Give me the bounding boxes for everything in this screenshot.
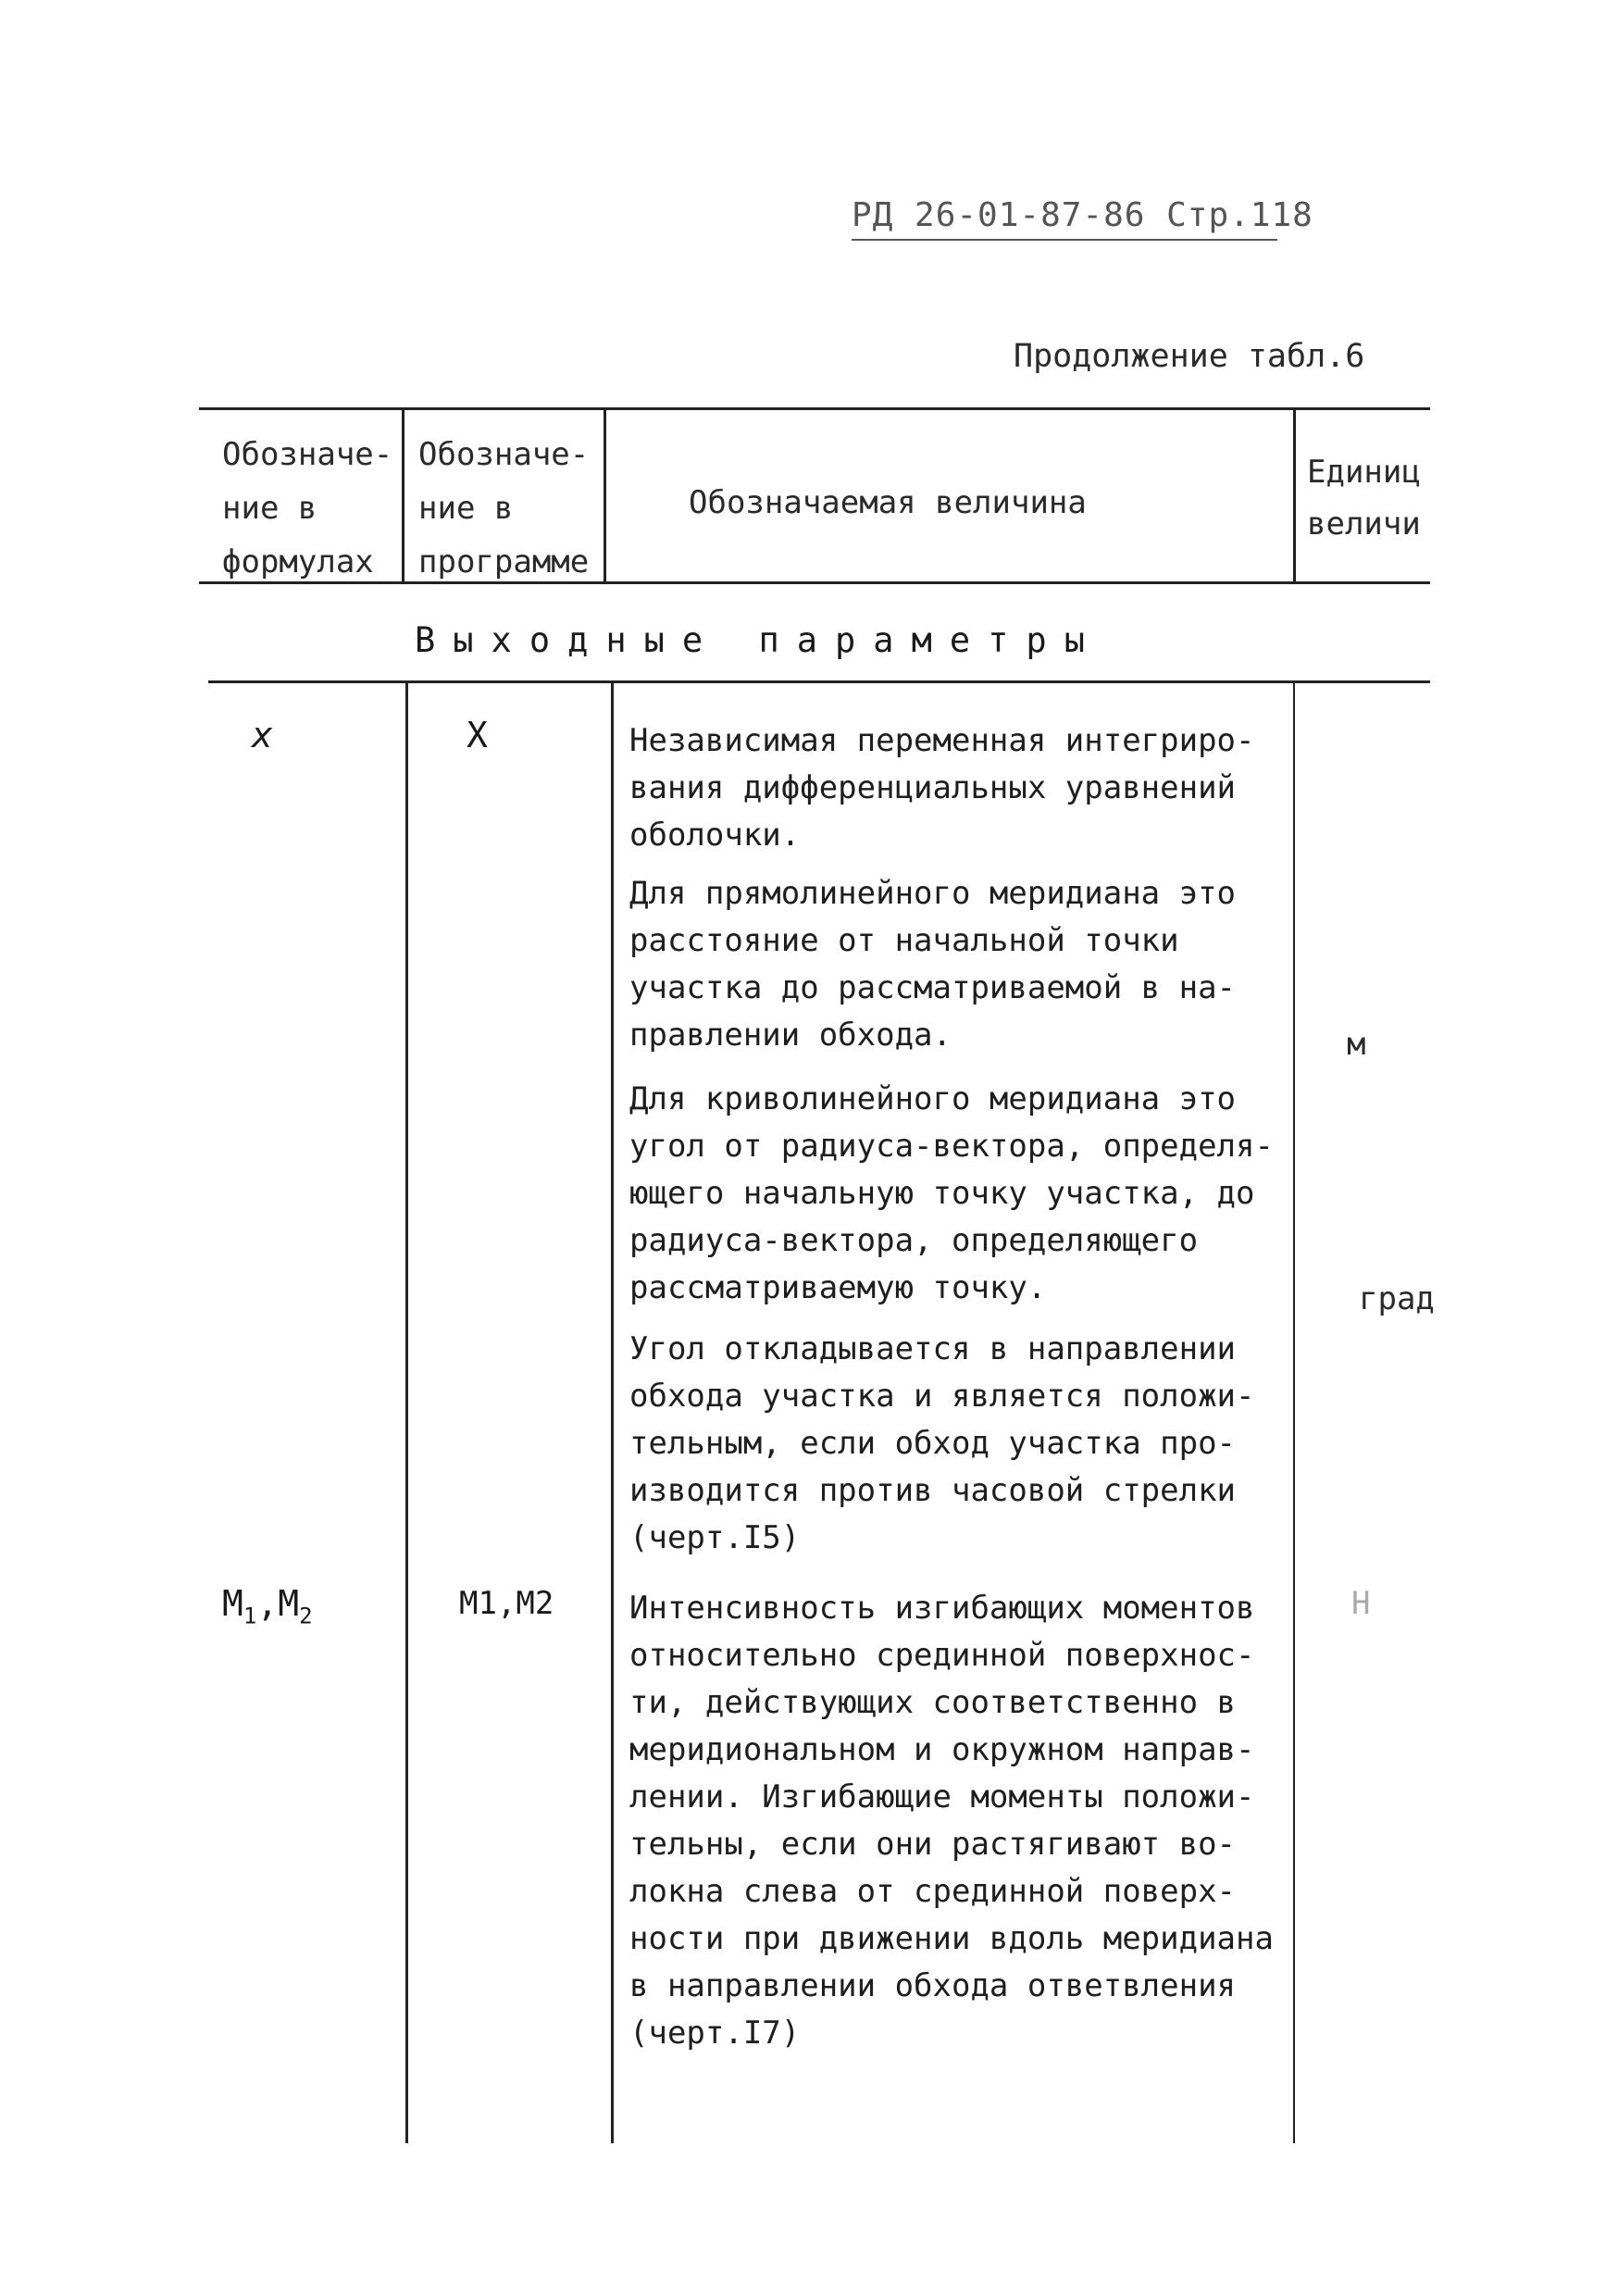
description-paragraph-3: Для криволинейного меридиана это угол от радиуса-вектора, определя- ющего начальную точку участка, до радиуса-вектора, определяющего рассматриваемую точку. [629, 1080, 1274, 1306]
body-divider-2 [611, 680, 614, 2143]
description-paragraph-4: Угол откладывается в направлении обхода участка и является положи- тельным, если обход участка про- изводится против часовой стрелки (черт.I5) [629, 1330, 1255, 1556]
section-rule [208, 680, 1430, 683]
unit-degree: град [1359, 1280, 1435, 1317]
header-formula-symbol: Обозначе- ние в формулах [222, 436, 393, 580]
description-paragraph-2: Для прямолинейного меридиана это расстояние от начальной точки участка до рассматриваемой в на- правлении обхода. [629, 875, 1237, 1054]
header-divider-1 [402, 407, 404, 583]
unit-moment: Н [1351, 1585, 1371, 1622]
document-reference: РД 26-01-87-86 Стр.118 [852, 196, 1313, 234]
section-title: Выходные параметры [415, 620, 1102, 660]
table-top-rule [199, 407, 1430, 410]
header-program-symbol: Обозначе- ние в программе [418, 436, 590, 580]
description-paragraph-1: Независимая переменная интегриро- вания дифференциальных уравнений оболочки. [629, 722, 1255, 854]
header-quantity: Обозначаемая величина [689, 484, 1087, 521]
formula-symbol-x: x [252, 715, 273, 755]
header-divider-3 [1293, 407, 1296, 583]
formula-symbol-m1-m2: $M_1,M_2$ [222, 1583, 313, 1629]
description-paragraph-5: Интенсивность изгибающих моментов относительно срединной поверхнос- ти, действующих соответственно в меридиональном и окружном направ- лении. Изгибающие моменты положи- тельны, если они растягивают во- локна слева от срединной поверх- ности при движении вдоль меридиана в направлении обхода ответвления (черт.I7) [629, 1590, 1274, 2052]
table-continuation-label: Продолжение табл.6 [1014, 338, 1365, 375]
program-symbol-m1-m2: M1,M2 [459, 1585, 554, 1622]
header-unit: Единиц величи [1307, 454, 1421, 543]
body-divider-1 [405, 680, 408, 2143]
header-divider-2 [604, 407, 606, 583]
document-reference-underline [852, 239, 1277, 241]
program-symbol-x: X [467, 715, 488, 755]
unit-meter: м [1347, 1026, 1366, 1063]
